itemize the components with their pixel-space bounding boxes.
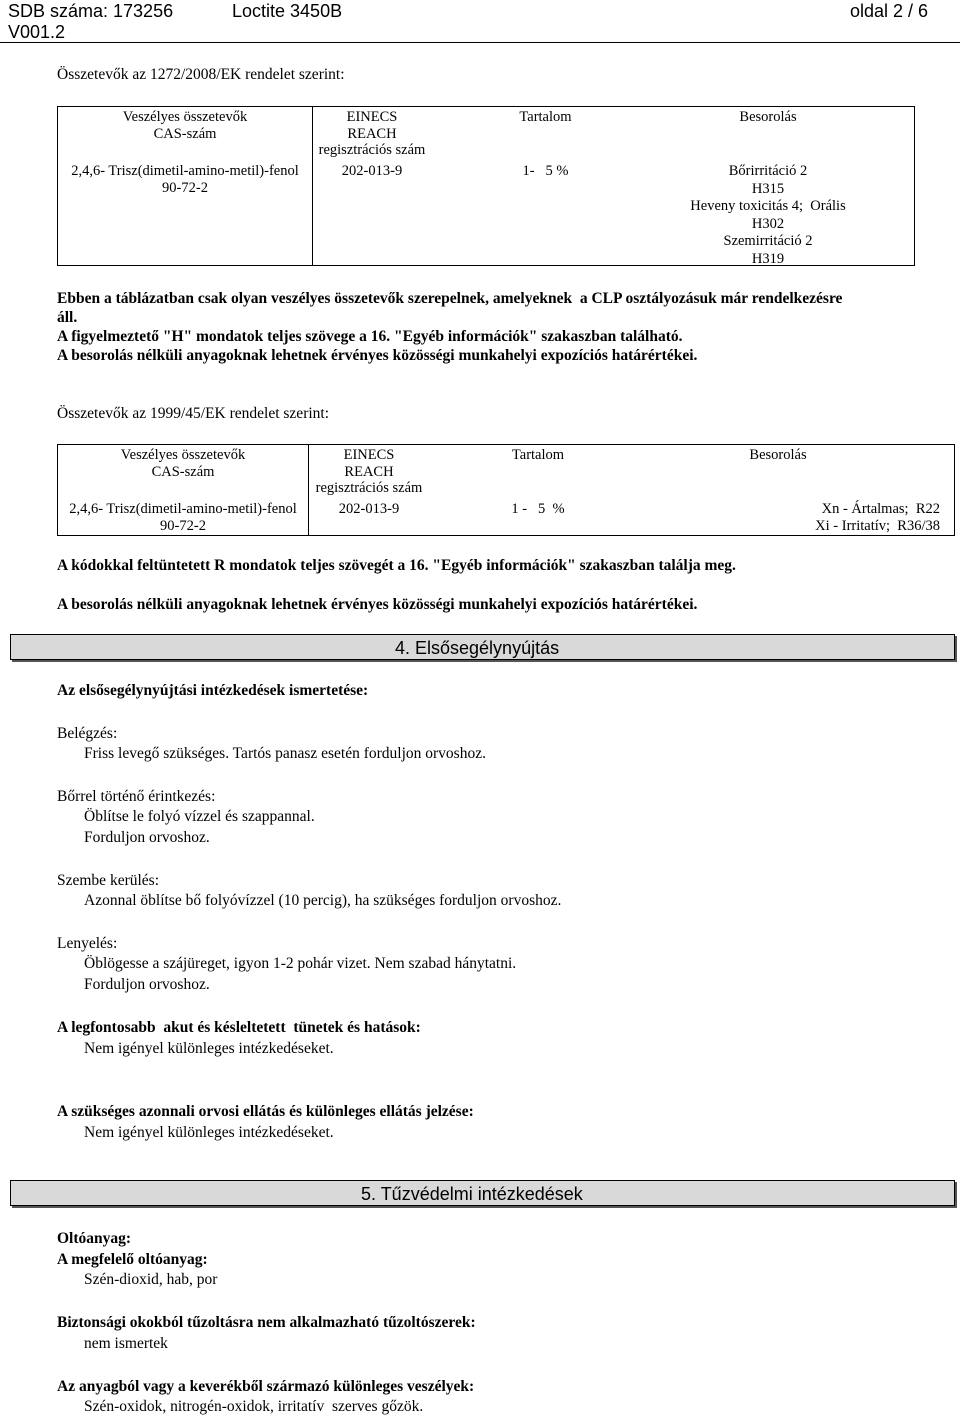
dsd-col1-header: Veszélyes összetevők CAS-szám — [120, 447, 246, 480]
clp-einecs: 202-013-9 — [341, 163, 403, 179]
skin-text-2: Forduljon orvoshoz. — [84, 829, 210, 846]
extinguishing-media-label: Oltóanyag: — [57, 1230, 132, 1247]
dsd-einecs: 202-013-9 — [338, 501, 400, 517]
dsd-ingredient: 2,4,6- Trisz(dimetil-amino-metil)-fenol 90-72-2 — [69, 501, 297, 534]
clp-col4-header: Besorolás — [739, 109, 797, 125]
dsd-classification: Xn - Ártalmas; R22 Xi - Irritatív; R36/38 — [815, 501, 940, 534]
clp-table — [57, 106, 915, 266]
dsd-note-exposure: A besorolás nélküli anyagoknak lehetnek érvényes közösségi munkahelyi expozíciós határértékei. — [57, 596, 698, 613]
section-5-header — [10, 1180, 955, 1206]
ingestion-text-1: Öblögesse a szájüreget, igyon 1-2 pohár vizet. Nem szabad hánytatni. — [84, 955, 517, 972]
inhalation-text: Friss levegő szükséges. Tartós panasz esetén forduljon orvoshoz. — [84, 745, 486, 762]
section-5-title: 5. Tűzvédelmi intézkedések — [361, 1184, 583, 1204]
skin-label: Bőrrel történő érintkezés: — [57, 788, 216, 805]
medical-text: Nem igényel különleges intézkedéseket. — [84, 1124, 334, 1141]
dsd-table — [57, 444, 955, 536]
eye-text: Azonnal öblítse bő folyóvízzel (10 percig), ha szükséges forduljon orvoshoz. — [84, 892, 562, 909]
page-number: oldal 2 / 6 — [850, 1, 929, 21]
skin-text-1: Öblítse le folyó vízzel és szappannal. — [84, 808, 315, 825]
clp-col1-header: Veszélyes összetevők CAS-szám — [122, 109, 248, 142]
clp-title: Összetevők az 1272/2008/EK rendelet szerint: — [57, 66, 345, 83]
dsd-title: Összetevők az 1999/45/EK rendelet szerint: — [57, 405, 330, 422]
special-hazards-label: Az anyagból vagy a keverékből származó különleges veszélyek: — [57, 1378, 475, 1395]
ingestion-label: Lenyelés: — [57, 935, 118, 952]
suitable-media-text: Szén-dioxid, hab, por — [84, 1271, 218, 1288]
clp-notes: Ebben a táblázatban csak olyan veszélyes összetevők szerepelnek, amelyeknek a CLP osztályozásuk már rendelkezésre áll. A figyelmeztető "H" mondatok teljes szövege a 16. "Egyéb információk" szakaszban található. A besorolás nélküli anyagoknak lehetnek érvényes közösségi munkahelyi expozíciós határértékei. — [57, 290, 843, 364]
dsd-content: 1 - 5 % — [511, 501, 565, 517]
header-divider — [0, 42, 960, 43]
symptoms-label: A legfontosabb akut és késleltetett tünetek és hatások: — [57, 1019, 421, 1036]
unsuitable-media-text: nem ismertek — [84, 1335, 168, 1352]
dsd-col2-header: EINECS REACH regisztrációs szám — [315, 447, 423, 497]
clp-ingredient: 2,4,6- Trisz(dimetil-amino-metil)-fenol 90-72-2 — [71, 163, 299, 196]
eye-label: Szembe kerülés: — [57, 872, 160, 889]
ingestion-text-2: Forduljon orvoshoz. — [84, 976, 210, 993]
clp-col2-header: EINECS REACH regisztrációs szám — [318, 109, 426, 159]
special-hazards-text: Szén-oxidok, nitrogén-oxidok, irritatív szerves gőzök. — [84, 1398, 424, 1415]
version: V001.2 — [8, 22, 66, 42]
section-4-title: 4. Elsősegélynyújtás — [395, 638, 560, 658]
unsuitable-media-label: Biztonsági okokból tűzoltásra nem alkalmazható tűzoltószerek: — [57, 1314, 476, 1331]
clp-content: 1- 5 % — [522, 163, 569, 179]
symptoms-text: Nem igényel különleges intézkedéseket. — [84, 1040, 334, 1057]
sdb-number: SDB száma: 173256 — [8, 1, 174, 21]
clp-col3-header: Tartalom — [519, 109, 572, 125]
dsd-col4-header: Besorolás — [749, 447, 807, 463]
first-aid-intro: Az elsősegélynyújtási intézkedések ismertetése: — [57, 682, 369, 699]
dsd-col3-header: Tartalom — [511, 447, 565, 463]
suitable-media-label: A megfelelő oltóanyag: — [57, 1251, 208, 1268]
inhalation-label: Belégzés: — [57, 725, 118, 742]
dsd-note-r-phrases: A kódokkal feltüntetett R mondatok teljes szövegét a 16. "Egyéb információk" szakaszban találja meg. — [57, 557, 736, 574]
medical-label: A szükséges azonnali orvosi ellátás és különleges ellátás jelzése: — [57, 1103, 474, 1120]
clp-classification: Bőrirritáció 2 H315 Heveny toxicitás 4; Orális H302 Szemirritáció 2 H319 — [690, 163, 846, 267]
product-name: Loctite 3450B — [232, 1, 343, 21]
section-4-header — [10, 634, 955, 660]
